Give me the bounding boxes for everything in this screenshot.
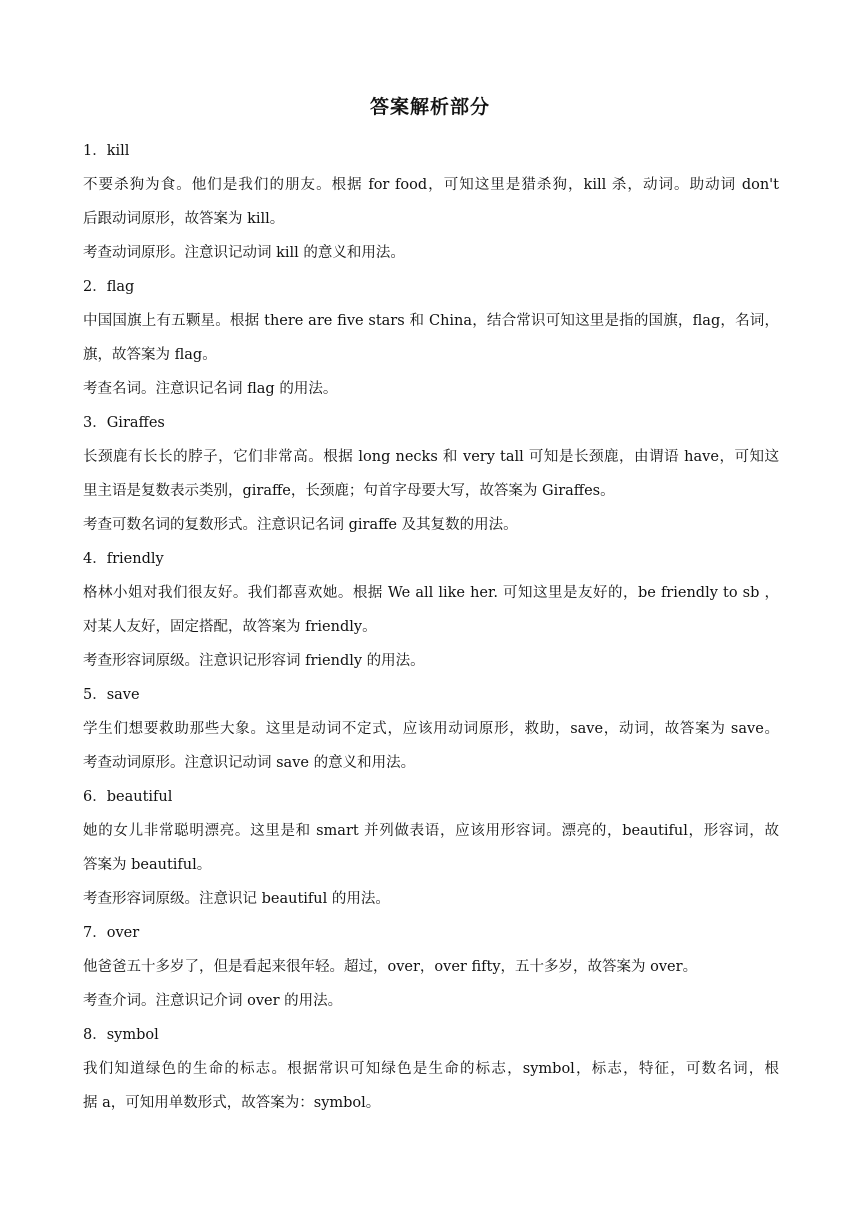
page-title: 答案解析部分 (369, 96, 490, 118)
explanation-line: 考查动词原形。注意识记动词 save 的意义和用法。 (83, 755, 416, 771)
explanation-line: 学生们想要救助那些大象。这里是动词不定式，应该用动词原形，救助，save，动词，故答案为 save。 (83, 721, 779, 737)
answer-heading: 7．over (83, 925, 140, 941)
answer-heading: 8．symbol (83, 1027, 159, 1043)
explanation-line: 对某人友好，固定搭配，故答案为 friendly。 (83, 619, 377, 635)
explanation-line: 后跟动词原形，故答案为 kill。 (83, 211, 285, 227)
answer-heading: 2．flag (83, 279, 135, 295)
answer-item (83, 678, 779, 780)
explanation-line: 不要杀狗为食。他们是我们的朋友。根据 for food，可知这里是猎杀狗，kill 杀，动词。助动词 don't (83, 177, 779, 193)
answer-item (83, 270, 779, 406)
explanation-line: 考查介词。注意识记介词 over 的用法。 (83, 993, 343, 1009)
explanation-line: 考查名词。注意识记名词 flag 的用法。 (83, 381, 338, 397)
explanation-line: 旗，故答案为 flag。 (83, 347, 217, 363)
answer-item (83, 542, 779, 678)
explanation-line: 长颈鹿有长长的脖子，它们非常高。根据 long necks 和 very tall 可知是长颈鹿，由谓语 have，可知这 (83, 449, 779, 465)
explanation-line: 我们知道绿色的生命的标志。根据常识可知绿色是生命的标志，symbol，标志，特征，可数名词，根 (83, 1061, 779, 1077)
explanation-line: 格林小姐对我们很友好。我们都喜欢她。根据 We all like her. 可知这里是友好的，be friendly to sb ， (83, 585, 779, 601)
explanation-line: 中国国旗上有五颗星。根据 there are five stars 和 China，结合常识可知这里是指的国旗，flag，名词， (83, 313, 779, 329)
explanation-line: 考查形容词原级。注意识记 beautiful 的用法。 (83, 891, 390, 907)
explanation-line: 考查可数名词的复数形式。注意识记名词 giraffe 及其复数的用法。 (83, 517, 518, 533)
answer-item (83, 406, 779, 542)
answer-item (83, 780, 779, 916)
answer-heading: 3．Giraffes (83, 415, 165, 431)
explanation-line: 她的女儿非常聪明漂亮。这里是和 smart 并列做表语，应该用形容词。漂亮的，beautiful，形容词，故 (83, 823, 779, 839)
explanation-line: 他爸爸五十多岁了，但是看起来很年轻。超过，over，over fifty，五十多岁，故答案为 over。 (83, 959, 698, 975)
answer-heading: 1．kill (83, 143, 130, 159)
explanation-line: 考查形容词原级。注意识记形容词 friendly 的用法。 (83, 653, 425, 669)
answer-heading: 6．beautiful (83, 789, 173, 805)
explanation-line: 答案为 beautiful。 (83, 857, 212, 873)
answer-item (83, 134, 779, 270)
explanation-line: 里主语是复数表示类别，giraffe，长颈鹿；句首字母要大写，故答案为 Giraffes。 (83, 483, 615, 499)
answer-item (83, 1018, 779, 1120)
explanation-line: 据 a，可知用单数形式，故答案为：symbol。 (83, 1095, 381, 1111)
answer-list (83, 134, 779, 1120)
answer-heading: 4．friendly (83, 551, 164, 567)
answer-item (83, 916, 779, 1018)
explanation-line: 考查动词原形。注意识记动词 kill 的意义和用法。 (83, 245, 405, 261)
answer-heading: 5．save (83, 687, 140, 703)
